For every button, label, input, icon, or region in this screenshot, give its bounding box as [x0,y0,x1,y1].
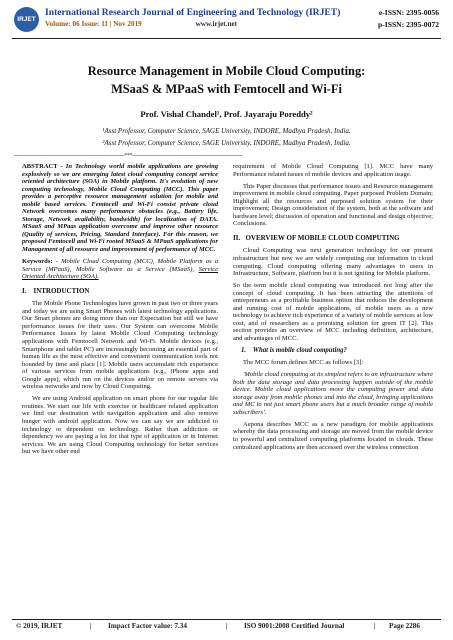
right-paragraph-6: Aepona describes MCC as a new paradigm for mobile applications whereby the data processing and storage are moved from the mobile device to powerful and centralized computing platforms located in clouds. These centralized applications are then accessed over the wireless connection [233,420,433,451]
affiliation-2: ²Asst Professor, Computer Science, SAGE University, INDORE, Madhya Pradesh, India. [102,139,351,147]
keywords [22,258,218,281]
paper-authors: Prof. Vishal Chandel¹, Prof. Jayaraju Poreddy² [140,109,313,119]
p-issn: p-ISSN: 2395-0072 [378,20,439,29]
paper-title-line1: Resource Management in Mobile Cloud Computing: [87,64,366,78]
section-heading-overview: II. OVERVIEW OF MOBILE CLOUD COMPUTING [233,233,400,242]
right-paragraph-1: requirement of Mobile Cloud Computing [1]. MCC have many Performance related issues of mobile devices and application usage. [233,163,433,178]
right-column [233,163,433,456]
abstract-text: - In Technology world mobile applications are growing explosively so we are emerging latest cloud computing concept service oriented architecture (SOA) in Mobile platform. It's evolution of new computing technology, Mobile Cloud Computing (MCC). This paper provides a perceptive resource management solution for mobile and mobile based services. Femtocell and Wi-Fi consist private cloud Network overcomes many performance obstacles (e.g., Battery life, Storage, Network availability, bandwidth) for localization of DATA. MSaaS and MPaas application overcome and improve other resource (Quality of services, Pricing, Standard Interface). For this reason, we proposed Femtocell and Wi-Fi rooted MSaaS & MPaaS applications for Management of all resource and improvement of performance of MCC. [22,163,218,254]
intro-paragraph-2: We are using Android application on smart phone for our regular life routines. We start our life with exercise or healthcare related application we find our destination with navigation application and also remove hunger with android application. Now we can say we are addicted to technology or dependent on technology. Rather than addiction or dependency we are paying a lot for that type of application or in Internet services. We are using Cloud Computing technology for better services but we have other end [22,395,218,456]
right-paragraph-3: Cloud Computing was next generation technology for our present infrastructure but now we are widely computing our information in cloud computing. Cloud computing offering many advantages to users in Infrastructure, Software, platform but it is not igniting for Mobile platform. [233,247,433,278]
footer-sep-2: | [226,622,228,630]
journal-header [14,6,439,36]
paper-title-line2: MSaaS & MPaaS with Femtocell and Wi-Fi [111,82,342,96]
keywords-tail: Service Oriented Architecture (SOA). [22,265,218,281]
footer-sep-3: | [374,622,376,630]
abstract [22,163,218,254]
journal-website-link[interactable]: www.irjet.net [195,20,238,28]
intro-paragraph-1: The Mobile Phone Technologies have grown in past two or three years and today we are using Smart Phones with latest technology applications. Our Smart phones are doing more than our Expectation but still we have performance issues for their uses. Our System can overcome Mobile Performance Issues by latest Mobile Cloud Computing technology applications with Femtocell Network and Wi-Fi. Mobile devices (e.g., Smartphone and tablet PC) are increasingly becoming an essential part of human life as the most effective and convenient communication tools not bounded by time and place [1]. Mobile users accumulate rich experience of various services from mobile applications (e.g., iPhone apps and Google apps), which run on the devices and/or on remote servers via wireless networks and now by Cloud Computing. [22,300,218,391]
footer-copyright: © 2019, IRJET [16,622,63,630]
footer-divider [12,619,441,620]
subsection-heading-what-is-mcc: 1. What is mobile cloud computing? [241,347,347,355]
journal-name: International Research Journal of Engineering and Technology (IRJET) [45,7,341,18]
mcc-definition-quote: 'Mobile cloud computing at its simplest refers to an infrastructure where both the data storage and data processing happen outside of the mobile device. Mobile cloud applications move the computing power and data storage away from mobile phones and into the cloud, bringing applications and MC to not just smart phone users but a much broader range of mobile subscribers'. [233,371,433,416]
affiliation-1: ¹Asst Professor, Computer Science, SAGE University, INDORE, Madhya Pradesh, India. [102,127,351,135]
journal-logo: IRJET [14,7,39,32]
footer-impact-factor: Impact Factor value: 7.34 [108,622,187,630]
right-paragraph-2: This Paper discusses that performance issues and Resource management improvement in mobile cloud computing. Paper purposed Problem Domain; Highlight all the resources and purposed solution system for their improvement; Design consideration of the system, both at the software and hardware level; discussion of operation and functional and design objective; Conclusions. [233,182,433,228]
footer-page-number: Page 2286 [389,622,420,630]
footer-sep-1: | [90,622,92,630]
header-divider [12,38,441,39]
right-paragraph-5: The MCC forum defines MCC as follows [3]: [243,359,364,367]
keywords-text: - Mobile Cloud Computing (MCC), Mobile Platform as a Service (MPaaS), Mobile Software as a Service (MSaaS), [22,258,218,273]
journal-meta [45,20,237,28]
section-separator: ---------------------------------------------------------------------***--------------------------------------------------------------------- [14,153,243,159]
section-heading-introduction: I. INTRODUCTION [22,286,90,295]
keywords-label: Keywords: [22,258,53,266]
e-issn: e-ISSN: 2395-0056 [378,8,439,17]
abstract-label: ABSTRACT [22,163,58,170]
footer-iso: ISO 9001:2008 Certified Journal [244,622,345,630]
volume-issue: Volume: 06 Issue: 11 | Nov 2019 [45,20,142,28]
right-paragraph-4: So the term mobile cloud computing was introduced not long after the concept of cloud computing. It has been attracting the attentions of entrepreneurs as a profitable business option that reduces the development and running cost of mobile applications, of mobile users as a new technology to achieve rich experience of a variety of mobile services at low cost, and of researchers as a promising solution for green IT [2]. This section provides an overview of MCC including definition, architecture, and advantages of MCC. [233,282,433,342]
left-column [22,163,218,460]
